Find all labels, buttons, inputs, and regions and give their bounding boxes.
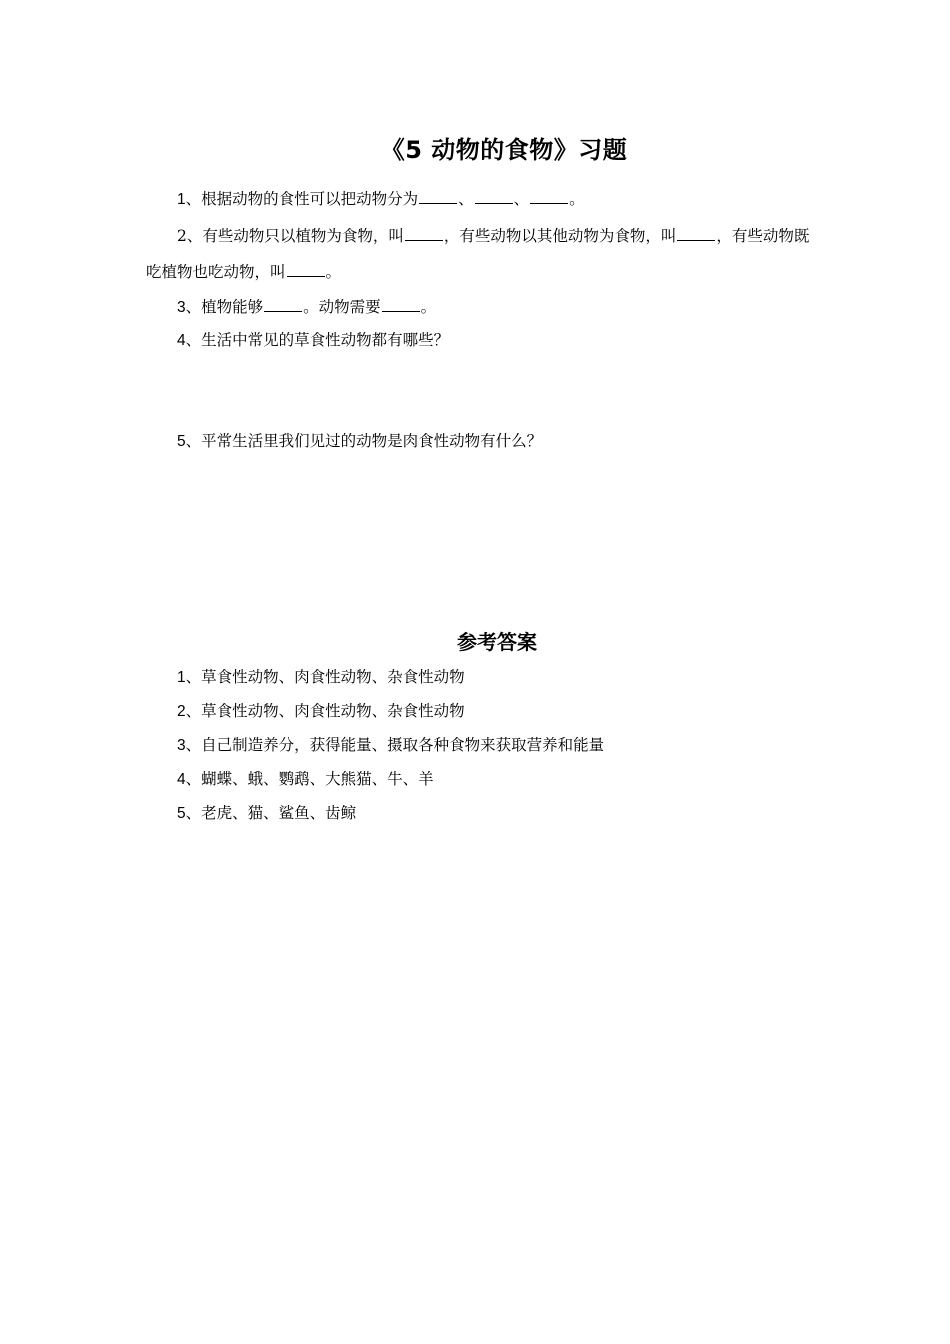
answer-text: 、自己制造养分，获得能量、摄取各种食物来获取营养和能量 — [185, 736, 605, 754]
answer-number: 5 — [177, 805, 186, 822]
question-text: 。动物需要 — [303, 298, 381, 316]
answer-item — [177, 660, 465, 695]
question-number: 3 — [177, 299, 186, 316]
page-title: 《5 动物的食物》习题 — [380, 136, 628, 164]
question-text: 、生活中常见的草食性动物都有哪些？ — [185, 331, 450, 349]
punctuation: 。 — [420, 298, 437, 316]
question-text: 、根据动物的食性可以把动物分为 — [185, 190, 419, 208]
question-2 — [146, 218, 816, 290]
question-text: 、平常生活里我们见过的动物是肉食性动物有什么？ — [185, 432, 543, 450]
answer-text: 、老虎、猫、鲨鱼、齿鲸 — [185, 804, 357, 822]
question-4 — [177, 323, 449, 358]
question-number: 5 — [177, 433, 186, 450]
answer-text: 、草食性动物、肉食性动物、杂食性动物 — [185, 668, 465, 686]
answer-number: 2 — [177, 703, 186, 720]
question-5 — [177, 424, 542, 459]
answer-blank[interactable] — [287, 262, 325, 277]
separator: 、 — [458, 190, 474, 208]
answer-text: 、草食性动物、肉食性动物、杂食性动物 — [185, 702, 465, 720]
answer-item — [177, 796, 356, 831]
question-text: ，有些动物既吃植物也吃动物，叫 — [146, 227, 810, 281]
answer-item — [177, 728, 604, 763]
question-3 — [177, 290, 436, 325]
answer-blank[interactable] — [530, 189, 568, 204]
answer-item — [177, 762, 434, 797]
question-number: 4 — [177, 332, 186, 349]
question-number: 2 — [177, 227, 187, 245]
question-text: 、植物能够 — [185, 298, 264, 316]
answer-blank[interactable] — [382, 297, 420, 312]
separator: 、 — [513, 190, 530, 208]
answer-blank[interactable] — [475, 189, 513, 204]
punctuation: 。 — [325, 263, 342, 281]
answers-heading: 参考答案 — [457, 630, 537, 654]
answer-blank[interactable] — [405, 226, 443, 241]
answer-blank[interactable] — [264, 297, 302, 312]
answer-number: 1 — [177, 669, 186, 686]
answer-blank[interactable] — [419, 189, 457, 204]
answer-item — [177, 694, 465, 729]
question-text: 、有些动物只以植物为食物，叫 — [186, 227, 404, 245]
question-1 — [177, 182, 585, 217]
punctuation: 。 — [569, 190, 585, 208]
answer-text: 、蝴蝶、蛾、鹦鹉、大熊猫、牛、羊 — [185, 770, 434, 788]
question-text: ，有些动物以其他动物为食物，叫 — [443, 227, 677, 245]
question-number: 1 — [177, 191, 186, 208]
answer-blank[interactable] — [677, 226, 715, 241]
answer-number: 4 — [177, 771, 186, 788]
answer-number: 3 — [177, 737, 186, 754]
